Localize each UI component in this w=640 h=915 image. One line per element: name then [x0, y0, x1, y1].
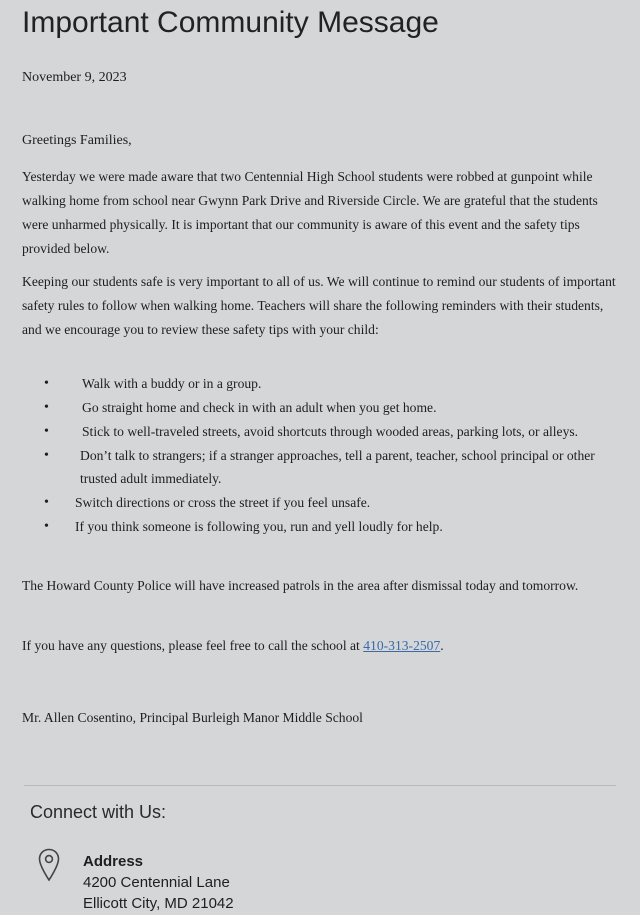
tip-text: Switch directions or cross the street if you feel unsafe. — [75, 495, 371, 510]
signature: Mr. Allen Cosentino, Principal Burleigh Manor Middle School — [22, 710, 363, 725]
tip-text: If you think someone is following you, run and yell loudly for help. — [75, 519, 443, 534]
bullet-icon: • — [44, 448, 49, 463]
questions-text: If you have any questions, please feel free to call the school at — [22, 638, 364, 653]
divider — [24, 785, 616, 786]
address-line-1: 4200 Centennial Lane — [83, 874, 230, 891]
bullet-icon: • — [44, 400, 49, 415]
tip-text: Walk with a buddy or in a group. — [82, 376, 262, 391]
map-pin-icon — [38, 848, 60, 882]
list-item — [0, 491, 640, 514]
safety-tips-list — [0, 372, 640, 539]
bullet-icon: • — [44, 519, 49, 534]
tip-text: Don’t talk to strangers; if a stranger approaches, tell a parent, teacher, school principal or other trusted adult immediately. — [80, 448, 595, 486]
paragraph-safety-intro: Keeping our students safe is very important to all of us. We will continue to remind our students of important safety rules to follow when walking home. Teachers will share the following reminders with their students, and we encourage you to review these safety tips with your child: — [22, 274, 616, 337]
paragraph-police: The Howard County Police will have increased patrols in the area after dismissal today and tomorrow. — [22, 578, 579, 593]
list-item — [0, 420, 640, 443]
paragraph-incident: Yesterday we were made aware that two Centennial High School students were robbed at gunpoint while walking home from school near Gwynn Park Drive and Riverside Circle. We are grateful that the students were unharmed physically. It is important that our community is aware of this event and the safety tips provided below. — [22, 169, 598, 256]
bullet-icon: • — [44, 376, 49, 391]
questions-end: . — [440, 638, 444, 653]
list-item — [0, 396, 640, 419]
greeting: Greetings Families, — [22, 133, 132, 148]
tip-text: Go straight home and check in with an adult when you get home. — [82, 400, 437, 415]
address-block — [83, 851, 234, 914]
bullet-icon: • — [44, 424, 49, 439]
connect-heading: Connect with Us: — [30, 802, 167, 822]
page-title: Important Community Message — [22, 6, 439, 39]
tip-text: Stick to well-traveled streets, avoid shortcuts through wooded areas, parking lots, or alleys. — [82, 424, 579, 439]
address-label: Address — [83, 853, 144, 870]
list-item — [0, 372, 640, 395]
paragraph-questions — [22, 634, 622, 658]
address-line-2: Ellicott City, MD 21042 — [83, 895, 234, 912]
list-item — [0, 515, 640, 538]
message-date: November 9, 2023 — [22, 70, 127, 85]
bullet-icon: • — [44, 495, 49, 510]
list-item — [0, 444, 640, 490]
phone-link[interactable]: 410-313-2507 — [363, 638, 441, 653]
